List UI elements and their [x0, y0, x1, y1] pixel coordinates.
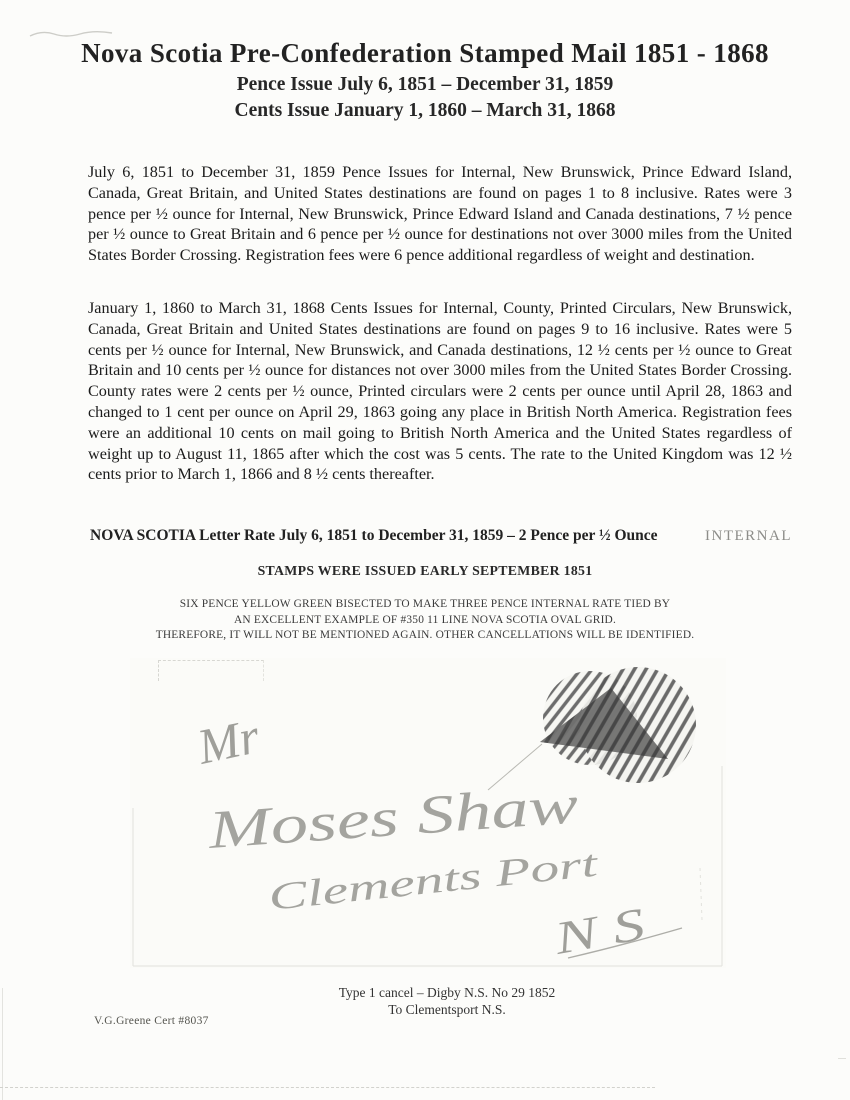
cover-scan — [130, 658, 726, 968]
letter-rate-row — [90, 527, 792, 549]
address-town-script: Clements Port — [266, 854, 489, 919]
cover-caption — [22, 984, 850, 1018]
address-province-script: N S — [550, 902, 624, 964]
caption-line-2: To Clementsport N.S. — [388, 1002, 506, 1017]
note-line-1: SIX PENCE YELLOW GREEN BISECTED TO MAKE THREE PENCE INTERNAL RATE TIED BY — [179, 598, 671, 610]
scan-edge-line — [2, 988, 3, 1100]
paragraph-cents-era: January 1, 1860 to March 31, 1868 Cents Issues for Internal, County, Printed Circulars, New Brunswick, Canada, Great Britain and United States destinations are found on pages 9 to 16 inclusive. Rates were 5 cents per ½ ounce for Internal, New Brunswick, and Canada destinations, 12 ½ cents per ½ ounce to Great Britain and 10 cents per ½ ounce for distances not over 3000 miles from the United States Border Crossing. County rates were 2 cents per ½ ounce, Printed circulars were 2 cents per ounce until April 28, 1863 and changed to 1 cent per ounce on April 29, 1863 going any place in British North America. Registration fees were an additional 10 cents on mail going to British North America and the United States regardless of weight up to August 11, 1865 after which the cost was 5 cents. The rate to the United Kingdom was 12 ½ cents prior to March 1, 1866 and 8 ½ cents thereafter. — [88, 299, 792, 484]
certificate-note: V.G.Greene Cert #8037 — [94, 1015, 209, 1027]
cover-artwork — [130, 658, 726, 968]
scan-bottom-dashes — [0, 1087, 655, 1088]
letter-rate-line: NOVA SCOTIA Letter Rate July 6, 1851 to December 31, 1859 – 2 Pence per ½ Ounce — [90, 527, 658, 544]
note-line-2: AN EXCELLENT EXAMPLE OF #350 11 LINE NOVA SCOTIA OVAL GRID. — [233, 613, 617, 626]
address-prefix-script: Mr — [192, 707, 265, 775]
bisect-note-block — [0, 597, 850, 644]
subtitle-pence-issue: Pence Issue July 6, 1851 – December 31, 1859 — [236, 74, 614, 95]
stamps-issued-line: STAMPS WERE ISSUED EARLY SEPTEMBER 1851 — [257, 563, 593, 578]
note-line-3: THEREFORE, IT WILL NOT BE MENTIONED AGAIN. OTHER CANCELLATIONS WILL BE IDENTIFIED. — [155, 629, 695, 642]
scan-right-tick — [838, 1058, 846, 1059]
page-title: Nova Scotia Pre-Confederation Stamped Mail 1851 - 1868 — [81, 38, 769, 68]
internal-corner-label: INTERNAL — [705, 528, 792, 544]
caption-line-1: Type 1 cancel – Digby N.S. No 29 1852 — [338, 985, 556, 1000]
paragraph-pence-era: July 6, 1851 to December 31, 1859 Pence Issues for Internal, New Brunswick, Prince Edward Island, Canada, Great Britain, and United States destinations are found on pages 1 to 8 inclusive. Rates were 3 pence per ½ ounce for Internal, New Brunswick, Prince Edward Island and Canada destinations, 7 ½ pence per ½ ounce to Great Britain and 6 pence per ½ ounce for destinations not over 3000 miles from the United States Border Crossing. Registration fees were 6 pence additional regardless of weight and destination. — [88, 163, 792, 265]
addressee-script: Moses Shaw — [206, 781, 479, 860]
subtitle-cents-issue: Cents Issue January 1, 1860 – March 31, 1868 — [234, 100, 616, 121]
